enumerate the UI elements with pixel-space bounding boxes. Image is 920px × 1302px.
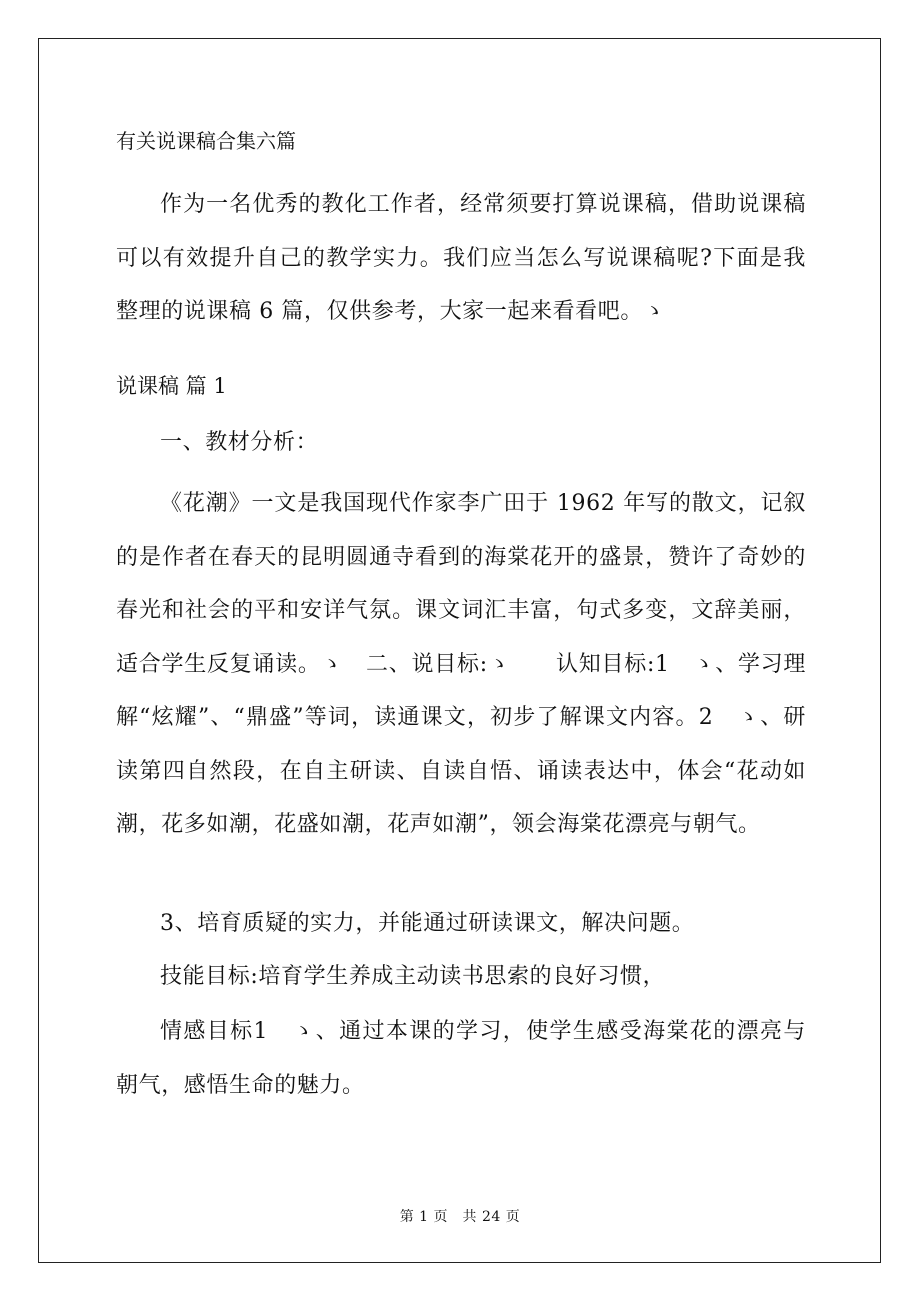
page-number-footer: 第 1 页 共 24 页	[399, 1209, 521, 1225]
subheading-textbook-analysis: 一、教材分析：	[160, 430, 319, 455]
section-heading: 说课稿 篇 1	[116, 374, 227, 398]
emotion-goal-paragraph: 情感目标1 ゝ、通过本课的学习，使学生感受海棠花的漂亮与朝气，感悟生命的魅力。	[116, 1019, 806, 1098]
analysis-paragraph: 《花潮》一文是我国现代作家李广田于 1962 年写的散文，记叙的是作者在春天的昆明圆通寺看到的海棠花开的盛景，赞许了奇妙的春光和社会的平和安详气氛。课文词汇丰富，句式多变，文辞美丽，适合学生反复诵读。ゝ 二、说目标:ゝ 认知目标:1 ゝ、学习理解“炫耀”、“鼎盛”等词，读通课文，初步了解课文内容。2 ゝ、研读第四自然段，在自主研读、自读自悟、诵读表达中，体会“花动如潮，花多如潮，花盛如潮，花声如潮”，领会海棠花漂亮与朝气。	[116, 491, 806, 837]
skill-goal-text: 技能目标:培育学生养成主动读书思索的良好习惯，	[160, 964, 666, 989]
intro-paragraph: 作为一名优秀的教化工作者，经常须要打算说课稿，借助说课稿可以有效提升自己的教学实力。我们应当怎么写说课稿呢?下面是我整理的说课稿 6 篇，仅供参考，大家一起来看看吧。ゝ	[116, 192, 806, 324]
document-title: 有关说课稿合集六篇	[116, 129, 296, 153]
goal-3-text: 3、培育质疑的实力，并能通过研读课文，解决问题。	[160, 911, 695, 936]
